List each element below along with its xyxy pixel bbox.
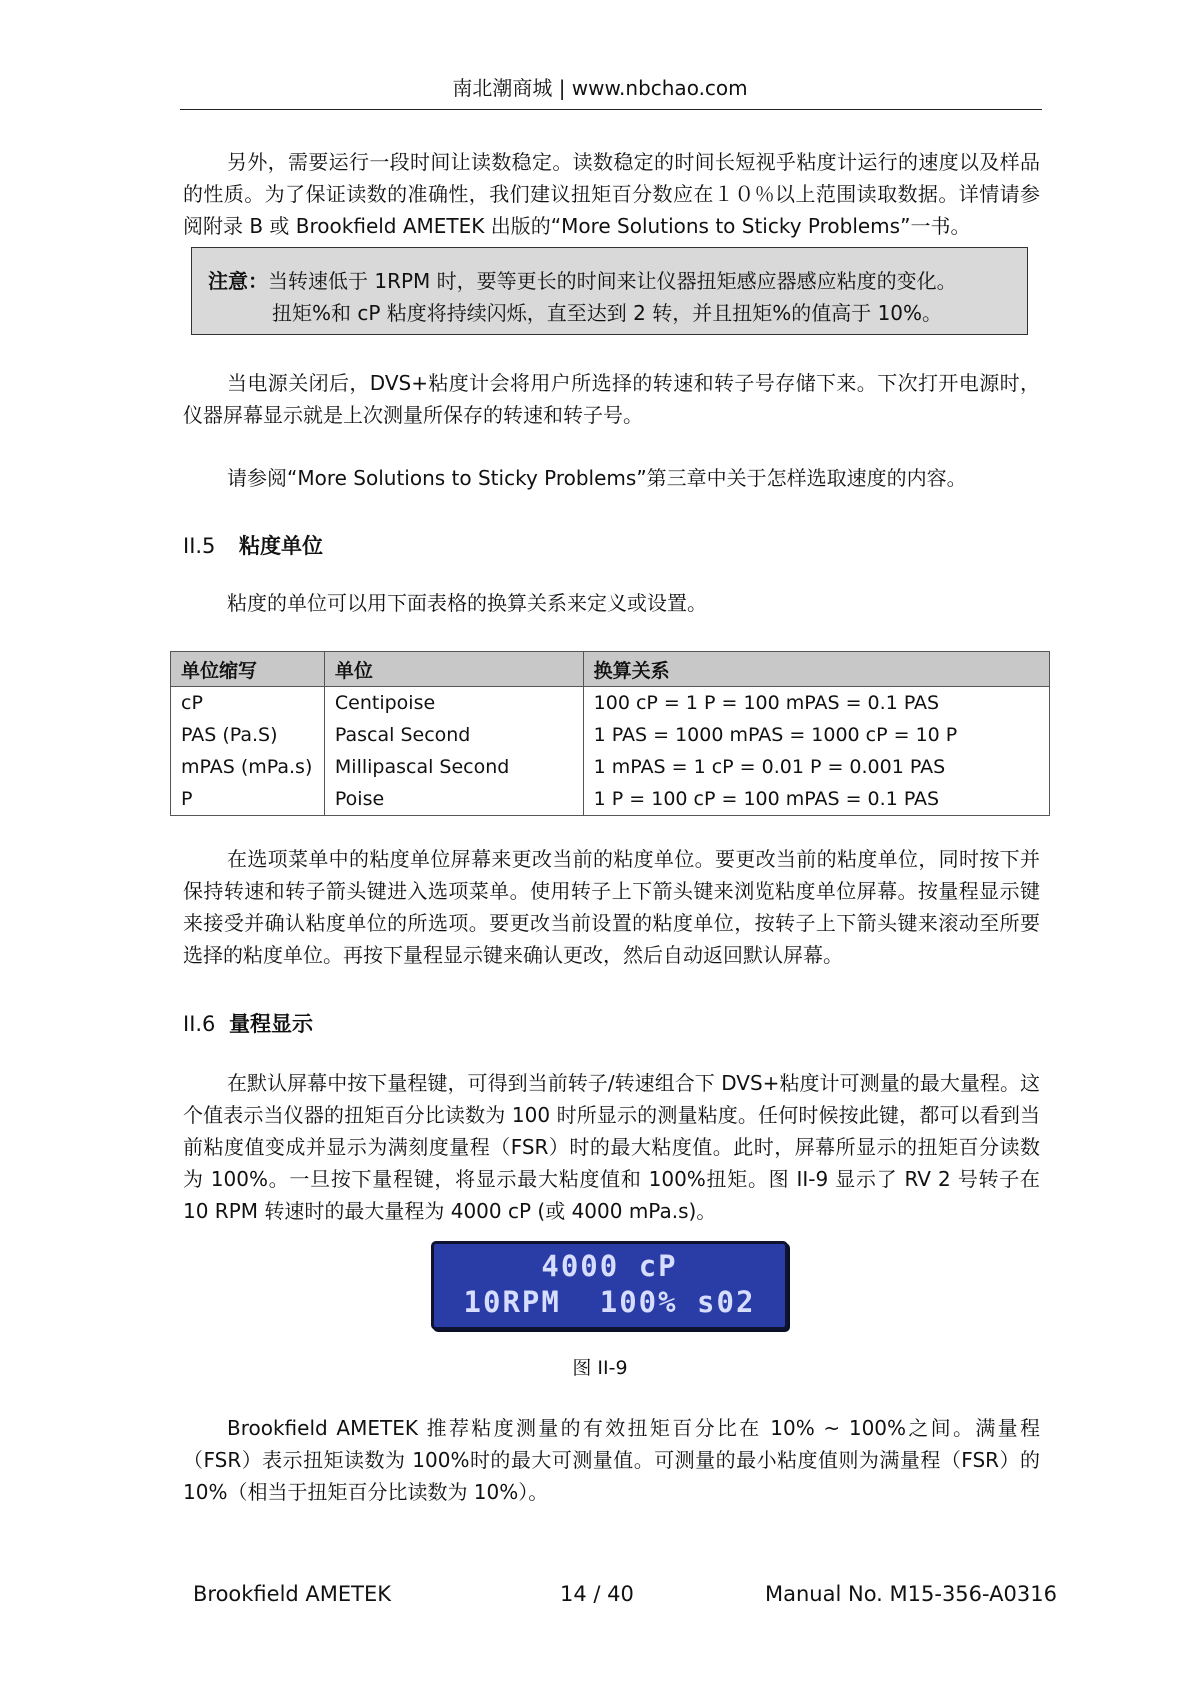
units-table <box>170 651 1050 816</box>
note-text-1: 当转速低于 1RPM 时，要等更长的时间来让仪器扭矩感应器感应粘度的变化。 <box>268 269 957 293</box>
table-cell: 100 cP = 1 P = 100 mPAS = 0.1 PAS <box>583 687 1049 720</box>
lcd-display <box>431 1241 788 1330</box>
figure-caption: 图 II-9 <box>572 1357 628 1379</box>
table-cell: 1 PAS = 1000 mPAS = 1000 cP = 10 P <box>583 719 1049 751</box>
table-cell: P <box>171 783 325 816</box>
intro-section <box>183 146 1040 242</box>
table-cell: Poise <box>324 783 583 816</box>
section-title: 量程显示 <box>229 1012 313 1036</box>
table-cell: mPAS (mPa.s) <box>171 751 325 783</box>
lcd-status-readout: 10RPM 100% s02 <box>463 1285 756 1319</box>
header-divider <box>180 109 1042 110</box>
closing-section <box>183 1412 1040 1508</box>
table-cell: 1 P = 100 cP = 100 mPAS = 0.1 PAS <box>583 783 1049 816</box>
reference-section <box>183 462 1040 494</box>
table-row <box>171 751 1050 783</box>
table-row <box>171 719 1050 751</box>
units-intro-section <box>183 587 1040 619</box>
units-body: 在选项菜单中的粘度单位屏幕来更改当前的粘度单位。要更改当前的粘度单位，同时按下并保持转速和转子箭头键进入选项菜单。使用转子上下箭头键来浏览粘度单位屏幕。按量程显示键来接受并确认粘度单位的所选项。要更改当前设置的粘度单位，按转子上下箭头键来滚动至所要选择的粘度单位。再按下量程显示键来确认更改，然后自动返回默认屏幕。 <box>183 847 1040 967</box>
footer-page-number: 14 / 40 <box>560 1582 634 1606</box>
footer-company: Brookfield AMETEK <box>193 1582 392 1606</box>
memory-section <box>183 367 1040 431</box>
table-row <box>171 783 1050 816</box>
range-body-section <box>183 1067 1040 1227</box>
range-body: 在默认屏幕中按下量程键，可得到当前转子/转速组合下 DVS+粘度计可测量的最大量程。这个值表示当仪器的扭矩百分比读数为 100 时所显示的测量粘度。任何时候按此键，都可以看到当前粘度值变成并显示为满刻度量程（FSR）时的最大粘度值。此时，屏幕所显示的扭矩百分读数为 100%。一旦按下量程键，将显示最大粘度值和 100%扭矩。图 II-9 显示了 RV 2 号转子在 10 RPM 转速时的最大量程为 4000 cP (或 4000 mPa.s)。 <box>183 1071 1040 1223</box>
column-header: 单位 <box>324 652 583 687</box>
section-number: II.5 <box>183 534 216 558</box>
note-line-1 <box>208 265 1011 297</box>
reference-paragraph: 请参阅“More Solutions to Sticky Problems”第三章中关于怎样选取速度的内容。 <box>227 466 967 490</box>
table-header-row <box>171 652 1050 687</box>
section-heading-range-display <box>183 1008 313 1038</box>
lcd-viscosity-readout: 4000 cP <box>541 1249 678 1283</box>
units-intro: 粘度的单位可以用下面表格的换算关系来定义或设置。 <box>227 591 707 615</box>
units-body-section <box>183 843 1040 971</box>
footer-manual-number: Manual No. M15-356-A0316 <box>765 1582 1057 1606</box>
table-row <box>171 687 1050 720</box>
note-line-2: 扭矩%和 cP 粘度将持续闪烁，直至达到 2 转，并且扭矩%的值高于 10%。 <box>272 301 943 325</box>
section-heading-viscosity-units <box>183 530 323 560</box>
table-cell: cP <box>171 687 325 720</box>
column-header: 换算关系 <box>583 652 1049 687</box>
section-title: 粘度单位 <box>239 534 323 558</box>
site-header: 南北潮商城 | www.nbchao.com <box>452 76 748 100</box>
intro-paragraph: 另外，需要运行一段时间让读数稳定。读数稳定的时间长短视乎粘度计运行的速度以及样品的性质。为了保证读数的准确性，我们建议扭矩百分数应在１０％以上范围读取数据。详情请参阅附录 B 或 Brookfield AMETEK 出版的“More Solutions to Sticky Problems”一书。 <box>183 150 1040 238</box>
memory-paragraph: 当电源关闭后，DVS+粘度计会将用户所选择的转速和转子号存储下来。下次打开电源时，仪器屏幕显示就是上次测量所保存的转速和转子号。 <box>183 371 1040 427</box>
table-cell: Centipoise <box>324 687 583 720</box>
table-cell: Pascal Second <box>324 719 583 751</box>
table-cell: 1 mPAS = 1 cP = 0.01 P = 0.001 PAS <box>583 751 1049 783</box>
section-number: II.6 <box>183 1012 216 1036</box>
column-header: 单位缩写 <box>171 652 325 687</box>
closing-paragraph: Brookfield AMETEK 推荐粘度测量的有效扭矩百分比在 10% ~ 100%之间。满量程（FSR）表示扭矩读数为 100%时的最大可测量值。可测量的最小粘度值则为满量程（FSR）的 10%（相当于扭矩百分比读数为 10%）。 <box>183 1416 1040 1504</box>
note-box <box>191 247 1028 335</box>
note-label: 注意： <box>208 269 268 293</box>
table-cell: PAS (Pa.S) <box>171 719 325 751</box>
table-cell: Millipascal Second <box>324 751 583 783</box>
